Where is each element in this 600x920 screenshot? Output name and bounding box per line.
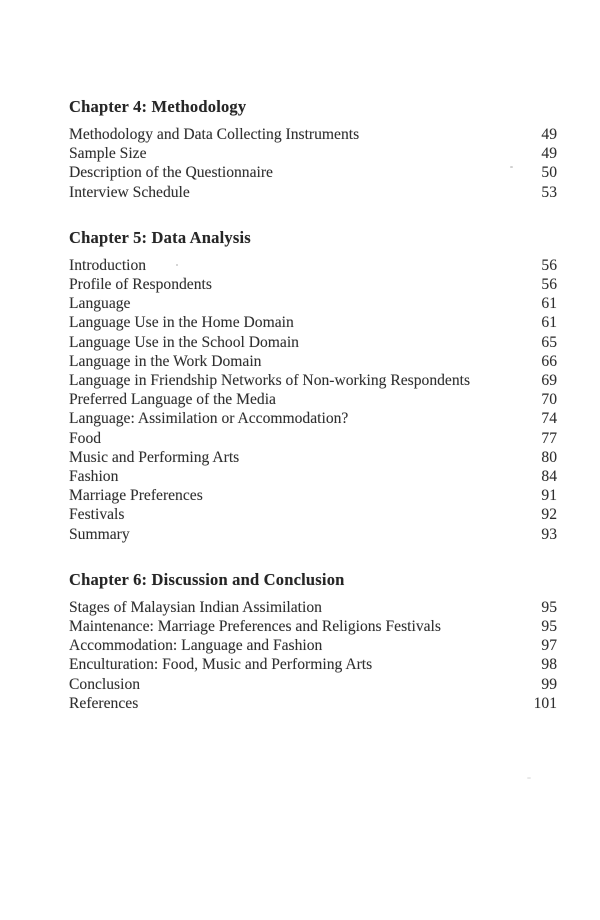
toc-row (69, 352, 557, 371)
toc-row (69, 390, 557, 409)
toc-entry-title: Sample Size (69, 145, 147, 163)
toc-entry-title: Description of the Questionnaire (69, 164, 273, 182)
toc-entry-page: 65 (541, 333, 557, 351)
toc-entry-title: Conclusion (69, 675, 141, 693)
toc-row (69, 467, 557, 486)
toc-entry-title: Enculturation: Food, Music and Performing Arts (69, 656, 373, 674)
toc-entry-page: 93 (541, 525, 557, 543)
toc-entry-page: 98 (541, 656, 557, 674)
toc-row (69, 409, 557, 428)
toc-entry-title: Preferred Language of the Media (69, 391, 276, 409)
toc-section (69, 570, 557, 713)
toc-row (69, 694, 557, 713)
toc-entries (69, 256, 557, 544)
toc-row (69, 598, 557, 617)
toc-entry-page: 95 (541, 598, 557, 616)
toc-entry-page: 80 (541, 448, 557, 466)
toc-entry-title: Interview Schedule (69, 183, 190, 201)
toc-entry-title: Profile of Respondents (69, 276, 212, 294)
toc-row (69, 448, 557, 467)
chapter-heading: Chapter 4: Methodology (69, 97, 247, 116)
toc-row (69, 125, 557, 144)
toc-section (69, 97, 557, 202)
toc-entries (69, 125, 557, 202)
toc-row (69, 294, 557, 313)
scan-speck (527, 777, 531, 779)
toc-entry-page: 61 (541, 295, 557, 313)
toc-entries (69, 598, 557, 713)
toc-entry-page: 53 (541, 183, 557, 201)
toc-row (69, 313, 557, 332)
toc-sections (69, 97, 557, 713)
toc-entry-title: Stages of Malaysian Indian Assimilation (69, 598, 322, 616)
toc-entry-page: 91 (541, 487, 557, 505)
toc-entry-title: References (69, 694, 139, 712)
toc-entry-page: 61 (541, 314, 557, 332)
toc-entry-page: 74 (541, 410, 557, 428)
toc-row (69, 371, 557, 390)
toc-entry-title: Accommodation: Language and Fashion (69, 637, 323, 655)
toc-entry-page: 56 (541, 256, 557, 274)
toc-entry-title: Maintenance: Marriage Preferences and Religions Festivals (69, 618, 441, 636)
toc-row (69, 486, 557, 505)
toc-row (69, 144, 557, 163)
toc-entry-page: 66 (541, 352, 557, 370)
toc-entry-page: 69 (541, 372, 557, 390)
toc-row (69, 183, 557, 202)
toc-entry-title: Language in the Work Domain (69, 352, 262, 370)
toc-entry-title: Festivals (69, 506, 125, 524)
toc-entry-title: Food (69, 429, 102, 447)
toc-section (69, 228, 557, 544)
toc-entry-page: 99 (541, 675, 557, 693)
toc-entry-title: Language in Friendship Networks of Non-working Respondents (69, 372, 471, 390)
toc-entry-title: Marriage Preferences (69, 487, 203, 505)
scan-speck (510, 166, 513, 168)
toc-row (69, 675, 557, 694)
toc-entry-title: Introduction (69, 256, 147, 274)
toc-entry-page: 49 (541, 126, 557, 143)
scan-speck (176, 264, 178, 266)
toc-entry-page: 101 (533, 694, 557, 712)
toc-entry-title: Music and Performing Arts (69, 448, 240, 466)
toc-entry-page: 77 (541, 429, 557, 447)
toc-row (69, 636, 557, 655)
toc-entry-title: Methodology and Data Collecting Instruments (69, 126, 360, 143)
toc-entry-page: 56 (541, 276, 557, 294)
toc-row (69, 655, 557, 674)
toc-entry-page: 49 (541, 145, 557, 163)
toc-entry-page: 95 (541, 618, 557, 636)
toc-row (69, 333, 557, 352)
toc-entry-title: Language Use in the School Domain (69, 333, 299, 351)
toc-row (69, 256, 557, 275)
toc-entry-title: Summary (69, 525, 130, 543)
toc-row (69, 617, 557, 636)
chapter-heading: Chapter 6: Discussion and Conclusion (69, 569, 345, 589)
toc-entry-title: Language Use in the Home Domain (69, 314, 294, 332)
toc-entry-title: Language (69, 295, 131, 313)
toc-entry-page: 97 (541, 637, 557, 655)
chapter-heading: Chapter 5: Data Analysis (69, 227, 251, 247)
toc-entry-title: Fashion (69, 468, 119, 486)
toc-row (69, 275, 557, 294)
toc-entry-page: 84 (541, 468, 557, 486)
toc-row (69, 163, 557, 182)
toc-row (69, 429, 557, 448)
toc-entry-page: 50 (541, 164, 557, 182)
toc-entry-title: Language: Assimilation or Accommodation? (69, 410, 349, 428)
toc-entry-page: 70 (541, 391, 557, 409)
toc-row (69, 525, 557, 544)
toc-row (69, 505, 557, 524)
toc-entry-page: 92 (541, 506, 557, 524)
